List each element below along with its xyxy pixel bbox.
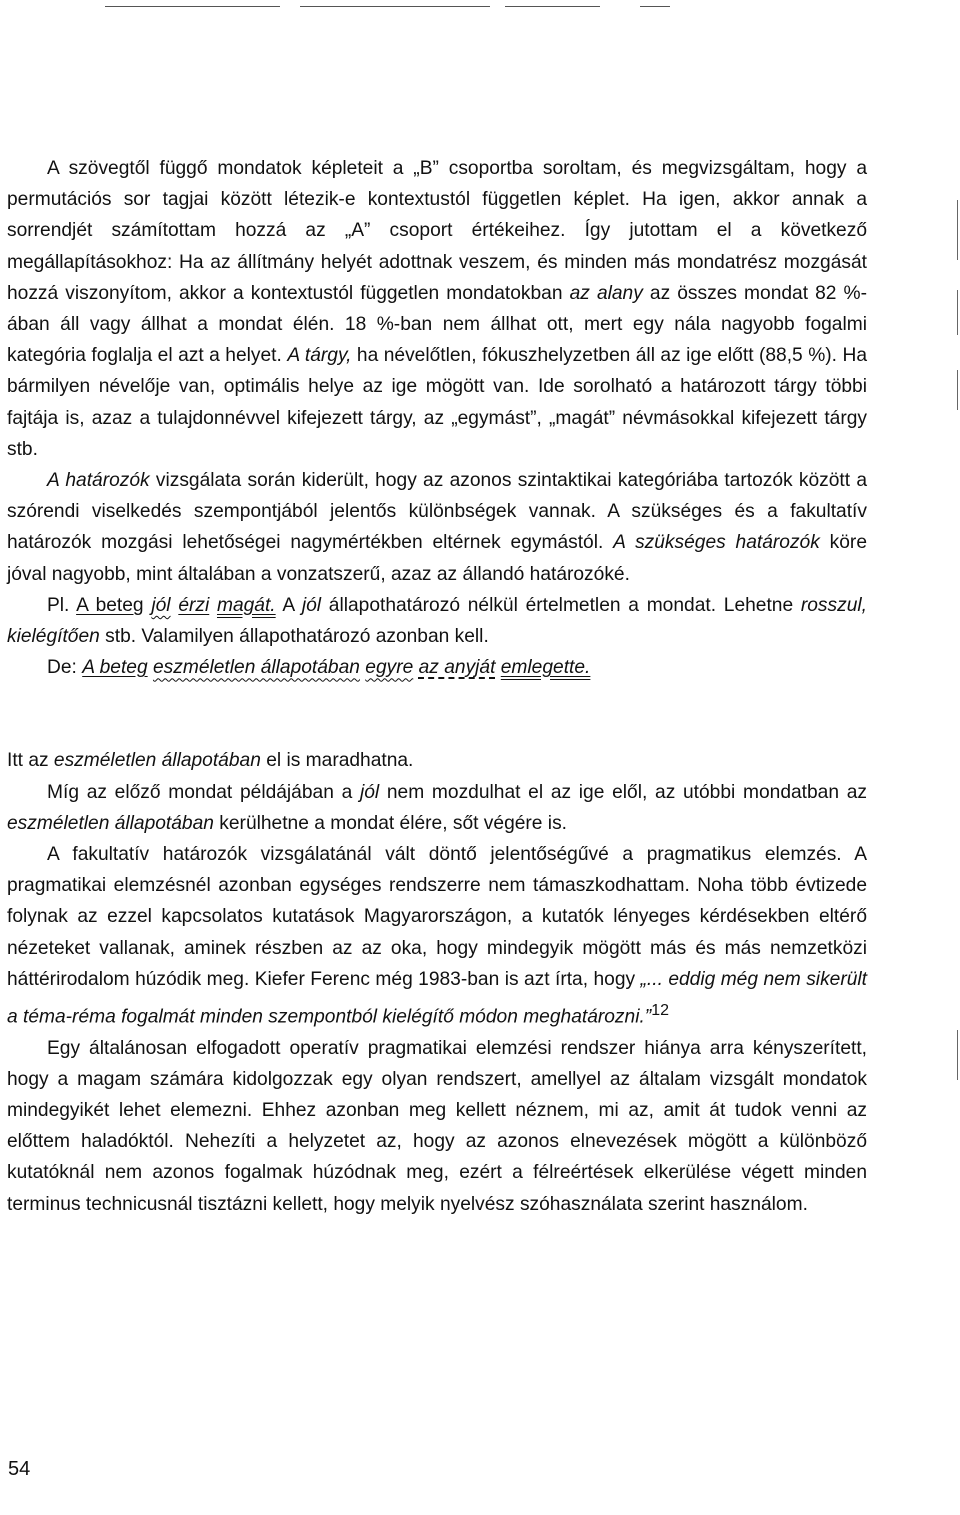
top-rule <box>300 6 490 7</box>
margin-mark <box>957 200 958 260</box>
paragraph: Míg az előző mondat példájában a jól nem mozdulhat el az ige elől, az utóbbi mondatban az eszméletlen állapotában kerülhetne a mondat élére, sőt végére is. <box>7 781 867 834</box>
margin-mark <box>957 1030 958 1080</box>
paragraph: A határozók vizsgálata során kiderült, hogy az azonos szintaktikai kategóriába tartozók között a szórendi viselkedés szempontjából jelentős különbségek vannak. A szükséges és a fakultatív határozók mozgási lehetőségei nagymértékben eltérnek egymástól. A szükséges határozók köre jóval nagyobb, mint általában a vonzatszerű, azaz az állandó határozóké. <box>7 470 867 585</box>
margin-mark <box>957 370 958 410</box>
example-sentence-1: Pl. A beteg jól érzi magát. A jól állapothatározó nélkül értelmetlen a mondat. Lehetne rosszul, kielégítően stb. Valamilyen állapothatározó azonban kell. <box>7 594 867 648</box>
paragraph: A szövegtől függő mondatok képleteit a „B” csoportba soroltam, és megvizsgáltam, hogy a permutációs sor tagjai között létezik-e kontextustól független képlet. Ha igen, akkor annak a sorrendjét számítottam hozzá az „A” csoport értékeihez. Így jutottam el a következő megállapításokhoz: Ha az állítmány helyét adottnak veszem, és minden más mondatrész mozgását hozzá viszonyítom, akkor a kontextustól független mondatokban az alany az összes mondat 82 %-ában áll vagy állhat a mondat élén. 18 %-ban nem állhat ott, mert egy nála nagyobb fogalmi kategória foglalja el azt a helyet. A tárgy, ha névelőtlen, fókuszhelyzetben áll az ige előtt (88,5 %). Ha bármilyen névelője van, optimális helye az ige mögött van. Ide sorolható a határozott tárgy többi fajtája is, azaz a tulajdonnévvel kifejezett tárgy, az „egymást”, „magát” névmásokkal kifejezett tárgy stb. <box>7 158 868 460</box>
footnote-marker: 12 <box>651 1002 669 1020</box>
top-rule <box>505 6 600 7</box>
page-number: 54 <box>8 1458 31 1480</box>
margin-mark <box>957 290 958 335</box>
paragraph: A fakultatív határozók vizsgálatánál vált döntő jelentőségűvé a pragmatikus elemzés. A pragmatikai elemzésnél azonban egységes rendszerre nem támaszkodhattam. Noha több évtizede folynak az ezzel kapcsolatos kutatások Magyarországon, a kutatók lényeges kérdésekben eltérő nézeteket vallanak, aminek részben az az oka, hogy mindegyik mögött más és más nemzetközi háttérirodalom húzódik meg. Kiefer Ferenc még 1983-ban is azt írta, hogy „... eddig még nem sikerült a téma-réma fogalmát minden szempontból kielégítő módon meghatározni.”$^{12}$ <box>7 844 867 1028</box>
page-body <box>7 153 867 1220</box>
top-rule <box>105 6 280 7</box>
top-rule <box>640 6 670 7</box>
paragraph: Egy általánosan elfogadott operatív pragmatikai elemzési rendszer hiánya arra kényszerített, hogy a magam számára kidolgozzak egy olyan rendszert, amellyel az általam vizsgált mondatok mindegyikét lehet elemezni. Ehhez azonban meg kellett néznem, mi az, amit át tudok venni az előttem haladóktól. Nehezíti a helyzetet az, hogy az azonos elnevezések mögött a különböző kutatóknál nem azonos fogalmak húzódnak meg, ezért a félreértések elkerülése végett minden terminus technicusnál tisztázni kellett, hogy melyik nyelvész szóhasználata szerint használom. <box>7 1037 867 1215</box>
paragraph: Itt az eszméletlen állapotában el is maradhatna. <box>7 750 414 772</box>
example-sentence-2: De: A beteg eszméletlen állapotában egyre az anyját emlegette. <box>47 657 591 679</box>
